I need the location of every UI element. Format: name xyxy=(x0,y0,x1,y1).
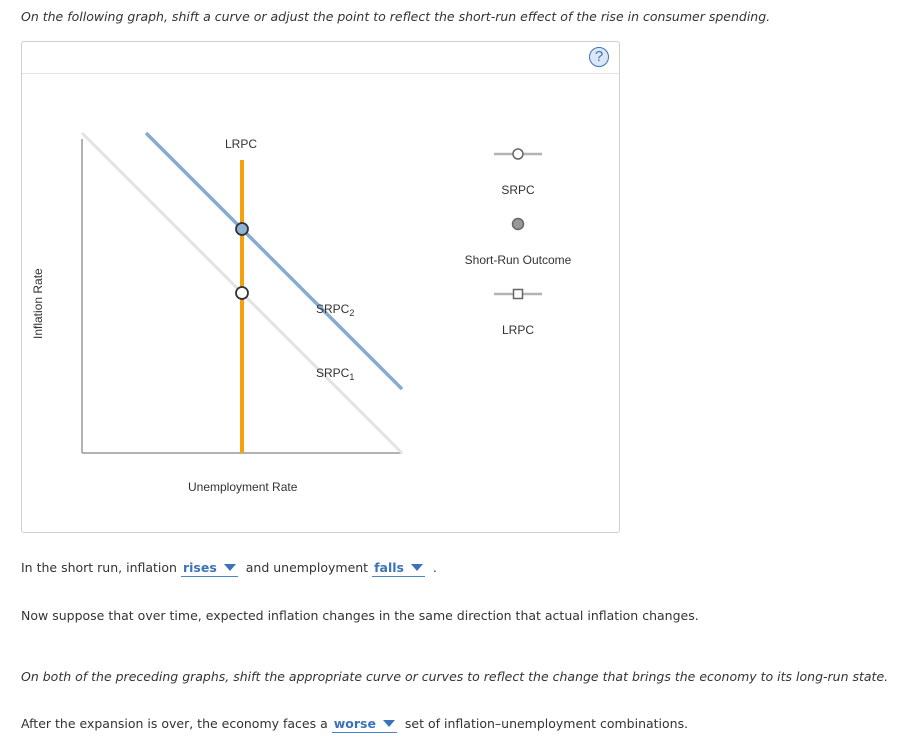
phillips-curve-graph xyxy=(22,42,619,532)
legend-outcome-label: Short-Run Outcome xyxy=(464,253,572,267)
short-run-outcome-point[interactable] xyxy=(236,223,248,235)
help-icon[interactable]: ? xyxy=(589,47,609,67)
srpc1-curve-label: $SRPC_1$ xyxy=(316,366,355,382)
unemployment-dropdown[interactable] xyxy=(372,560,425,577)
chevron-down-icon xyxy=(224,564,236,571)
question-short-run xyxy=(21,560,437,577)
legend-lrpc-icon[interactable] xyxy=(494,290,542,299)
question-expansion xyxy=(21,716,688,733)
question-2-prefix: After the expansion is over, the economy faces a xyxy=(21,716,328,731)
inflation-dropdown[interactable] xyxy=(181,560,238,577)
legend-outcome-icon[interactable] xyxy=(513,219,524,230)
expected-inflation-statement: Now suppose that over time, expected inflation changes in the same direction that actual inflation changes. xyxy=(21,608,699,623)
instruction-long-run: On both of the preceding graphs, shift the appropriate curve or curves to reflect the change that brings the economy to its long-run state. xyxy=(21,669,889,684)
original-outcome-point[interactable] xyxy=(236,287,248,299)
x-axis-label: Unemployment Rate xyxy=(188,480,298,494)
inflation-dropdown-value: rises xyxy=(182,560,217,575)
legend-srpc-icon[interactable] xyxy=(494,149,542,159)
combinations-dropdown[interactable] xyxy=(332,716,397,733)
srpc2-curve-label: $SRPC_2$ xyxy=(316,302,355,318)
srpc2-curve[interactable] xyxy=(146,133,402,389)
legend-srpc-label: SRPC xyxy=(501,183,535,197)
graph-panel xyxy=(21,41,620,533)
question-1-prefix: In the short run, inflation xyxy=(21,560,177,575)
question-2-suffix: set of inflation–unemployment combinations. xyxy=(404,716,689,731)
unemployment-dropdown-value: falls xyxy=(374,560,404,575)
combinations-dropdown-value: worse xyxy=(333,716,376,731)
y-axis-label: Inflation Rate xyxy=(31,268,45,339)
chevron-down-icon xyxy=(383,720,395,727)
legend-lrpc-label: LRPC xyxy=(501,323,535,337)
question-1-middle: and unemployment xyxy=(245,560,369,575)
lrpc-curve-label: LRPC xyxy=(225,137,258,151)
question-1-end: . xyxy=(432,560,437,575)
chevron-down-icon xyxy=(411,564,423,571)
instruction-top: On the following graph, shift a curve or adjust the point to reflect the short-run effect of the rise in consumer spending. xyxy=(21,9,771,24)
